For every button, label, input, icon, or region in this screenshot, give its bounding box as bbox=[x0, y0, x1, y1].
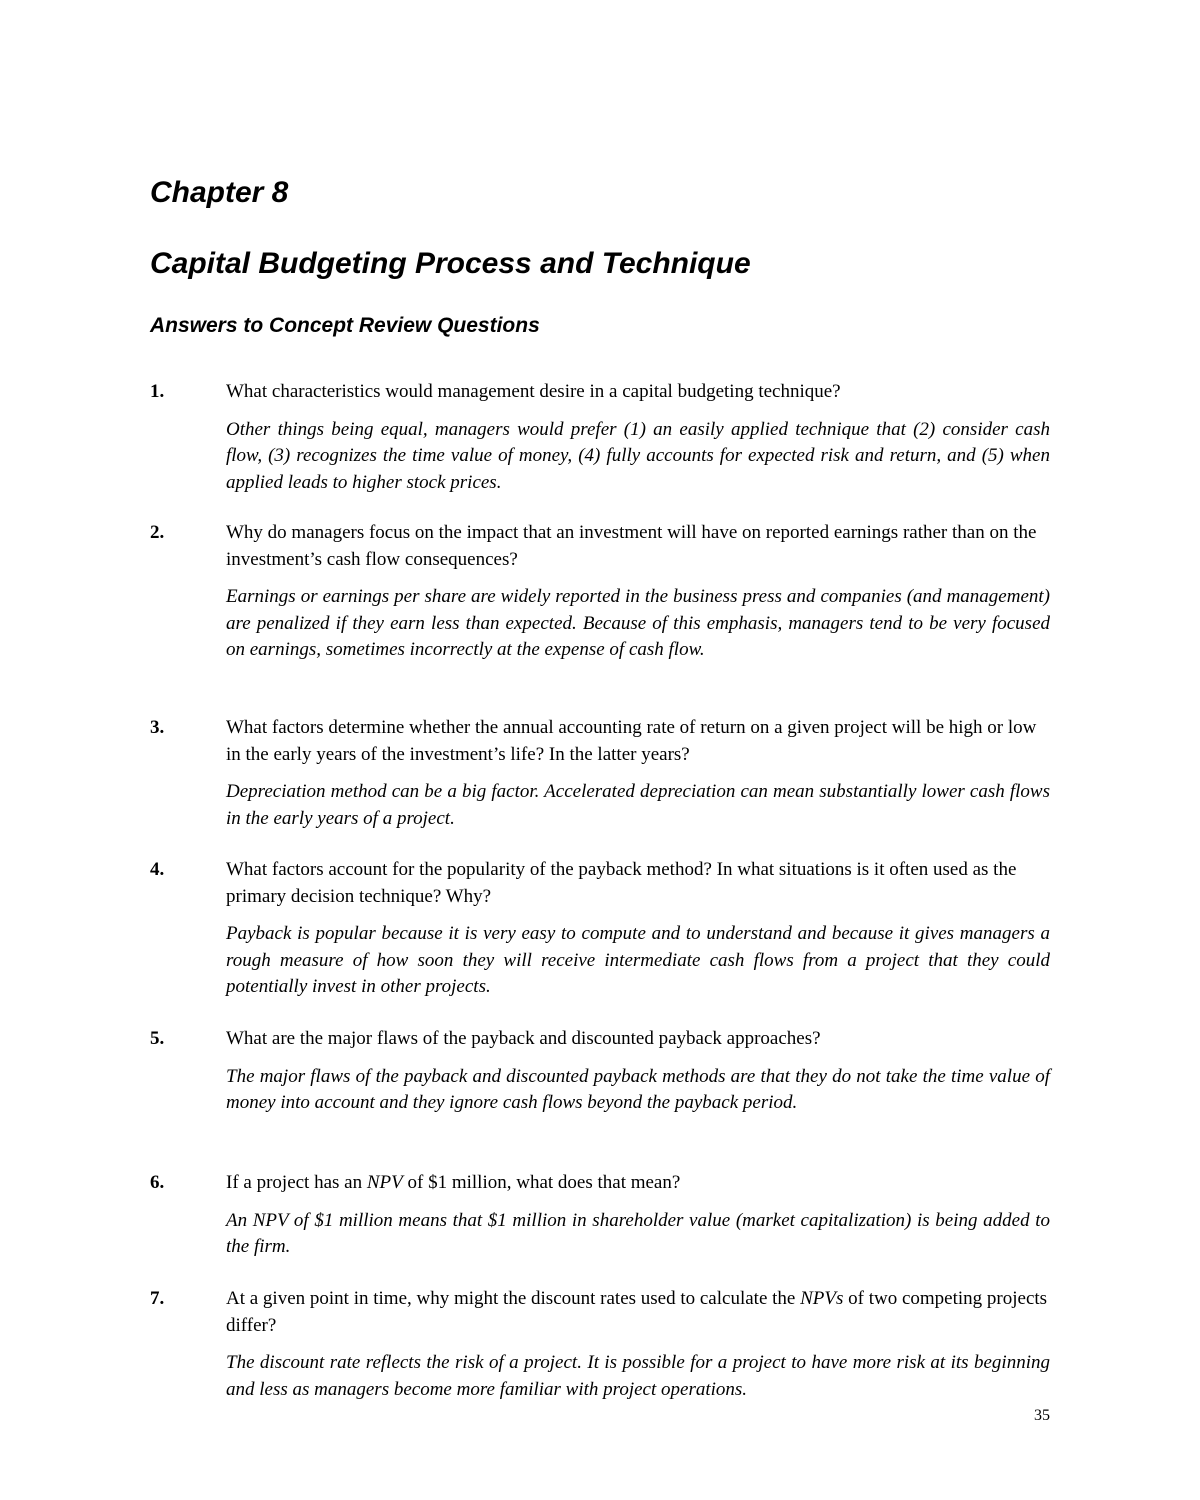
question-item bbox=[150, 1026, 1050, 1117]
question-number: 1. bbox=[150, 381, 165, 402]
question-number: 7. bbox=[150, 1288, 165, 1309]
question-number: 3. bbox=[150, 717, 165, 738]
npv-term: NPV bbox=[366, 1172, 403, 1193]
page-number: 35 bbox=[1034, 1407, 1050, 1424]
answer-text: Payback is popular because it is very easy to compute and to understand and because it gives managers a rough measure of how soon they will receive intermediate cash flows from a project that they could potentially invest in other projects. bbox=[226, 923, 1050, 997]
page-title: Capital Budgeting Process and Technique bbox=[150, 247, 751, 280]
answer-text: Depreciation method can be a big factor. Accelerated depreciation can mean substantially lower cash flows in the early years of a project. bbox=[226, 781, 1050, 829]
question-item bbox=[150, 379, 1050, 496]
question-text bbox=[226, 1170, 1050, 1197]
question-text: What characteristics would management desire in a capital budgeting technique? bbox=[226, 381, 841, 402]
answer-text: An NPV of $1 million means that $1 million in shareholder value (market capitalization) is being added to the firm. bbox=[226, 1209, 1050, 1257]
question-number: 6. bbox=[150, 1172, 165, 1193]
question-text: Why do managers focus on the impact that an investment will have on reported earnings rather than on the investment’s cash flow consequences? bbox=[226, 522, 1037, 570]
question-number: 5. bbox=[150, 1028, 165, 1049]
answer-text: Other things being equal, managers would prefer (1) an easily applied technique that (2) consider cash flow, (3) recognizes the time value of money, (4) fully accounts for expected risk and return, and (5) when applied leads to higher stock prices. bbox=[226, 418, 1050, 493]
question-text-start: At a given point in time, why might the discount rates used to calculate the bbox=[226, 1288, 801, 1309]
question-text: What factors account for the popularity of the payback method? In what situations is it often used as the primary decision technique? Why? bbox=[226, 859, 1017, 907]
question-text bbox=[226, 1286, 1050, 1339]
question-text-start: If a project has an bbox=[226, 1172, 367, 1193]
question-item bbox=[150, 520, 1050, 664]
question-item bbox=[150, 715, 1050, 832]
question-item bbox=[150, 1170, 1050, 1261]
question-text: What factors determine whether the annual accounting rate of return on a given project will be high or low in the early years of the investment’s life? In the latter years? bbox=[226, 717, 1037, 765]
chapter-heading: Chapter 8 bbox=[150, 176, 289, 209]
question-item bbox=[150, 1286, 1050, 1403]
answer-text: Earnings or earnings per share are widely reported in the business press and companies (and management) are penalized if they earn less than expected. Because of this emphasis, managers tend to be very focused on earnings, sometimes incorrectly at the expense of cash flow. bbox=[226, 586, 1050, 660]
answer-text: The discount rate reflects the risk of a project. It is possible for a project to have more risk at its beginning and less as managers become more familiar with project operations. bbox=[226, 1352, 1050, 1400]
question-number: 2. bbox=[150, 522, 165, 543]
answer-text: The major flaws of the payback and discounted payback methods are that they do not take the time value of money into account and they ignore cash flows beyond the payback period. bbox=[226, 1065, 1050, 1113]
question-text-end: of $1 million, what does that mean? bbox=[402, 1172, 681, 1193]
question-text: What are the major flaws of the payback and discounted payback approaches? bbox=[226, 1028, 821, 1049]
question-number: 4. bbox=[150, 859, 165, 880]
section-subtitle: Answers to Concept Review Questions bbox=[150, 314, 540, 337]
question-item bbox=[150, 857, 1050, 1001]
question-text-end: of two competing projects differ? bbox=[226, 1288, 1048, 1336]
npvs-term: NPVs bbox=[800, 1288, 844, 1309]
